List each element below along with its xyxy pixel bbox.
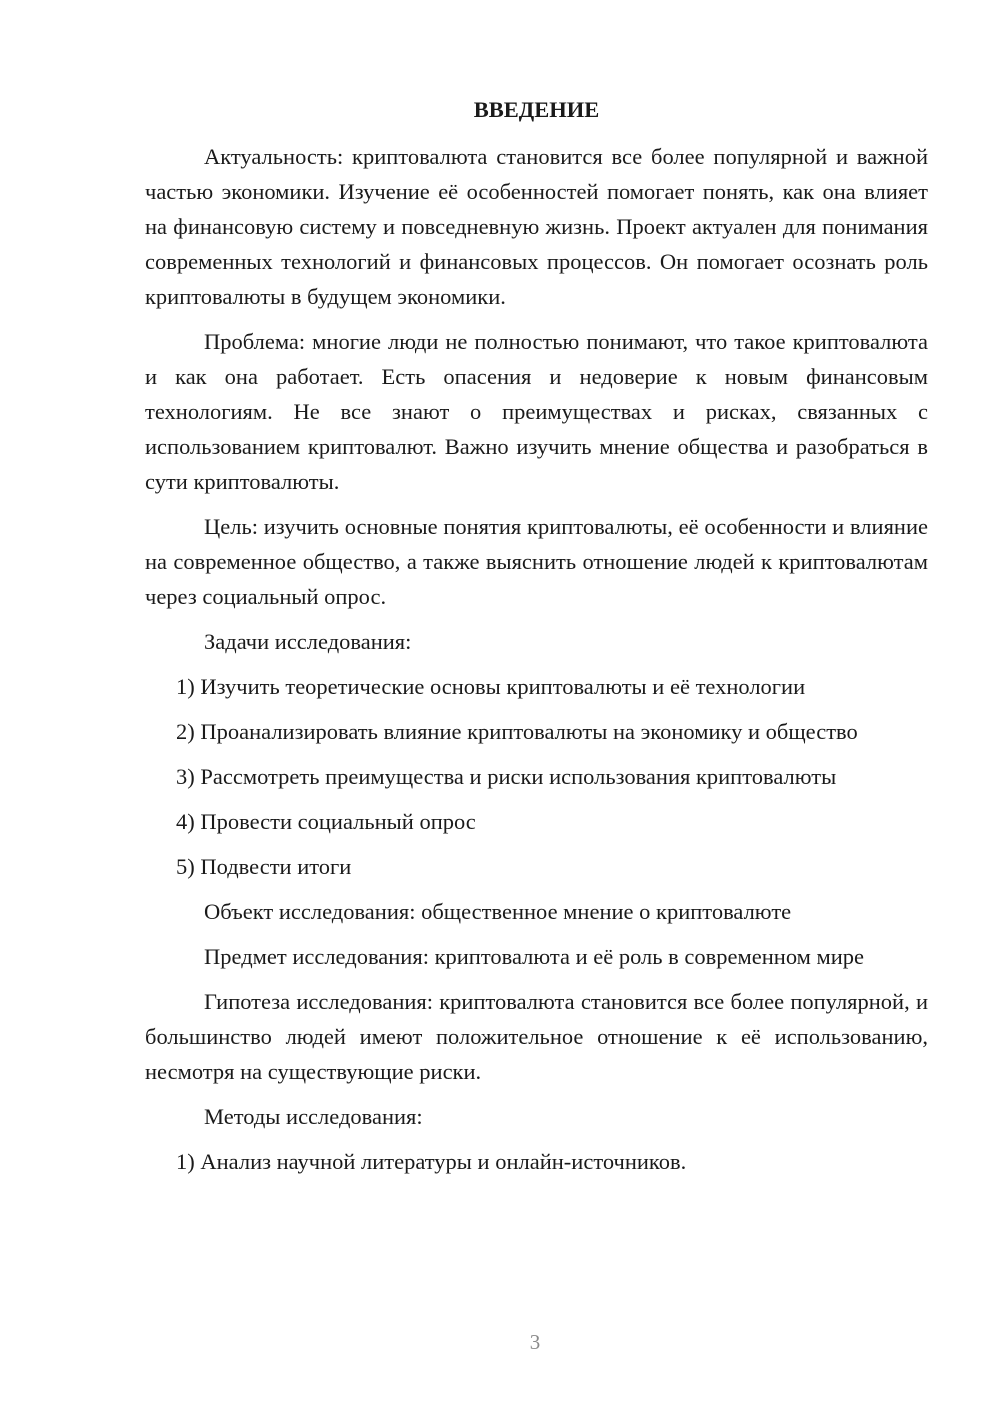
- page-number: 3: [529, 1330, 541, 1354]
- hypothesis-paragraph: Гипотеза исследования: криптовалюта становится все более популярной, и большинство людей имеют положительное отношение к её использованию, несмотря на существующие риски.: [145, 989, 928, 1084]
- task-item: 3) Рассмотреть преимущества и риски использования криптовалюты: [176, 764, 837, 789]
- task-item: 1) Изучить теоретические основы криптовалюты и её технологии: [176, 674, 806, 699]
- method-item: 1) Анализ научной литературы и онлайн-источников.: [176, 1149, 687, 1174]
- task-item: 2) Проанализировать влияние криптовалюты на экономику и общество: [176, 719, 858, 744]
- object-paragraph: Объект исследования: общественное мнение о криптовалюте: [204, 899, 792, 924]
- methods-heading: Методы исследования:: [204, 1104, 423, 1129]
- subject-paragraph: Предмет исследования: криптовалюта и её роль в современном мире: [204, 944, 865, 969]
- section-title: ВВЕДЕНИЕ: [473, 97, 600, 122]
- tasks-heading: Задачи исследования:: [204, 629, 412, 654]
- task-item: 4) Провести социальный опрос: [176, 809, 476, 834]
- problem-paragraph: Проблема: многие люди не полностью понимают, что такое криптовалюта и как она работает. Есть опасения и недоверие к новым финансовым технологиям. Не все знают о преимуществах и рисках, связанных с использованием криптовалют. Важно изучить мнение общества и разобраться в сути криптовалюты.: [145, 329, 928, 494]
- goal-paragraph: Цель: изучить основные понятия криптовалюты, её особенности и влияние на современное общество, а также выяснить отношение людей к криптовалютам через социальный опрос.: [145, 514, 928, 609]
- document-page: [145, 92, 928, 1189]
- relevance-paragraph: Актуальность: криптовалюта становится все более популярной и важной частью экономики. Изучение её особенностей помогает понять, как она влияет на финансовую систему и повседневную жизнь. Проект актуален для понимания современных технологий и финансовых процессов. Он помогает осознать роль криптовалюты в будущем экономики.: [145, 144, 928, 309]
- task-item: 5) Подвести итоги: [176, 854, 352, 879]
